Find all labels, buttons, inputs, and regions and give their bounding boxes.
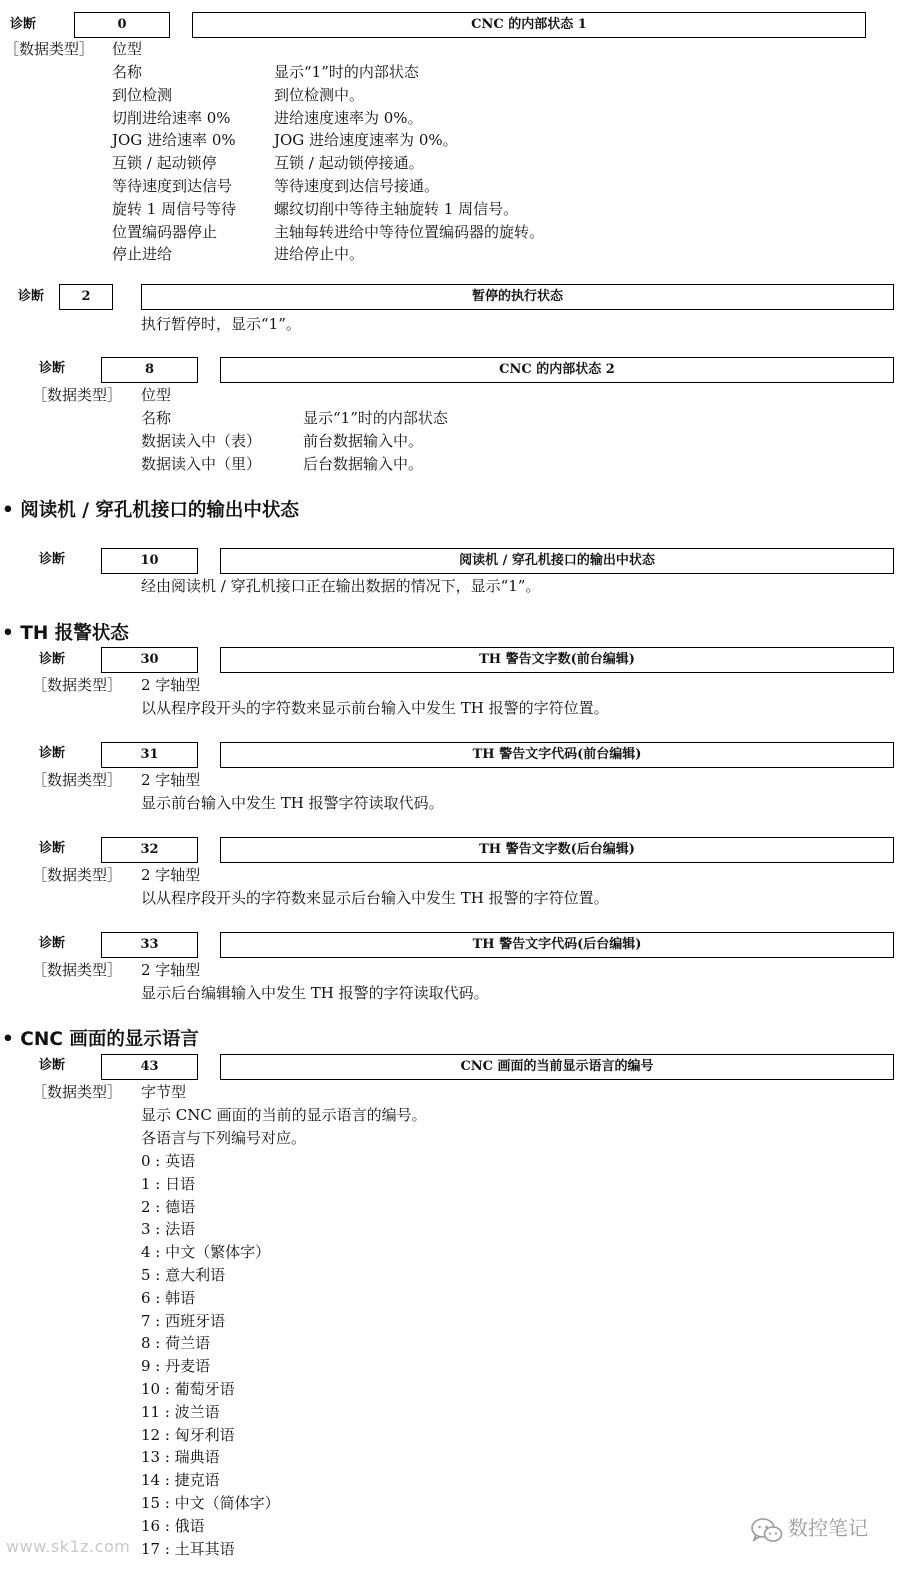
- section-heading-th-alarm: • TH 报警状态: [2, 623, 129, 644]
- diag-43-desc-2: 各语言与下列编号对应。: [141, 1129, 307, 1147]
- diag-33-title: TH 警告文字代码(后台编辑): [220, 932, 894, 958]
- bit-desc: 等待速度到达信号接通。: [274, 176, 440, 195]
- bit-name: 数据读入中（里）: [141, 454, 262, 473]
- language-item: 4 : 中文（繁体字）: [141, 1243, 271, 1262]
- language-item: 6 : 韩语: [141, 1288, 196, 1307]
- bit-name: 名称: [141, 409, 172, 427]
- diag-30-desc: 以从程序段开头的字符数来显示前台输入中发生 TH 报警的字符位置。: [141, 699, 609, 717]
- diag-43-desc-1: 显示 CNC 画面的当前的显示语言的编号。: [141, 1106, 427, 1124]
- diag-33-label: 诊断: [39, 936, 66, 951]
- bit-name: 名称: [112, 63, 143, 81]
- bit-name: 停止进给: [112, 245, 173, 264]
- bit-name: 旋转 1 周信号等待: [112, 199, 237, 218]
- language-item: 7 : 西班牙语: [141, 1311, 226, 1330]
- language-item: 16 : 俄语: [141, 1516, 205, 1535]
- language-item: 11 : 波兰语: [141, 1402, 220, 1421]
- bit-row: [112, 61, 672, 84]
- bit-row: [141, 453, 701, 476]
- bit-row: [112, 107, 672, 130]
- diag-31-dtype: 2 字轴型: [141, 771, 201, 789]
- diag-31-desc: 显示前台输入中发生 TH 报警字符读取代码。: [141, 794, 444, 812]
- watermark-site: www.sk1z.com: [6, 1537, 131, 1556]
- diag-30-number: 30: [101, 647, 198, 673]
- bit-row: [112, 198, 672, 221]
- bit-row: [112, 221, 672, 244]
- bit-row: [112, 175, 672, 198]
- bit-desc: 进给速度速率为 0%。: [274, 108, 423, 127]
- diag-43-dtype: 字节型: [141, 1083, 187, 1101]
- diag-0-dtype: 位型: [112, 40, 143, 58]
- language-list: [141, 1150, 441, 1560]
- diag-8-title: CNC 的内部状态 2: [220, 357, 894, 383]
- bit-row: [112, 243, 672, 266]
- diag-8-dtype: 位型: [141, 386, 172, 404]
- diag-33-dtype-label: ［数据类型］: [32, 961, 123, 979]
- diag-2-title: 暂停的执行状态: [141, 284, 894, 310]
- language-item: 13 : 瑞典语: [141, 1448, 220, 1467]
- bit-name: JOG 进给速率 0%: [112, 131, 236, 150]
- diag-33-number: 33: [101, 932, 198, 958]
- language-item: 1 : 日语: [141, 1174, 196, 1193]
- bit-name: 互锁 / 起动锁停: [112, 154, 217, 173]
- bit-desc: 进给停止中。: [274, 245, 365, 264]
- diag-10-label: 诊断: [39, 552, 66, 567]
- diag-10-title: 阅读机 / 穿孔机接口的输出中状态: [220, 548, 894, 574]
- diag-32-label: 诊断: [39, 841, 66, 856]
- bit-row: [112, 129, 672, 152]
- diag-43-number: 43: [101, 1054, 198, 1080]
- bit-name: 数据读入中（表）: [141, 431, 262, 450]
- bit-desc: 前台数据输入中。: [303, 431, 424, 450]
- diag-33-desc: 显示后台编辑输入中发生 TH 报警的字符读取代码。: [141, 984, 489, 1002]
- bit-row: [112, 84, 672, 107]
- language-item: 0 : 英语: [141, 1152, 196, 1170]
- diag-30-dtype-label: ［数据类型］: [32, 676, 123, 694]
- language-item: 9 : 丹麦语: [141, 1357, 211, 1376]
- diag-32-desc: 以从程序段开头的字符数来显示后台输入中发生 TH 报警的字符位置。: [141, 889, 609, 907]
- language-item: 3 : 法语: [141, 1220, 196, 1239]
- bit-name: 位置编码器停止: [112, 222, 218, 241]
- diag-30-title: TH 警告文字数(前台编辑): [220, 647, 894, 673]
- diag-43-dtype-label: ［数据类型］: [32, 1083, 123, 1101]
- watermark-badge: [748, 1513, 898, 1547]
- wechat-icon: [750, 1516, 784, 1546]
- diag-31-label: 诊断: [39, 746, 66, 761]
- bit-name: 切削进给速率 0%: [112, 108, 231, 127]
- bit-desc: 显示“1”时的内部状态: [303, 409, 448, 427]
- watermark-brand: 数控笔记: [788, 1516, 868, 1540]
- diag-32-number: 32: [101, 837, 198, 863]
- bit-row: [112, 152, 672, 175]
- language-item: 14 : 捷克语: [141, 1471, 220, 1490]
- diag-8-bit-table: [141, 407, 701, 475]
- diag-8-number: 8: [101, 357, 198, 383]
- diag-32-dtype: 2 字轴型: [141, 866, 201, 884]
- diag-2-number: 2: [59, 284, 113, 310]
- language-item: 2 : 德语: [141, 1197, 196, 1216]
- bit-row: [141, 430, 701, 453]
- language-item: 8 : 荷兰语: [141, 1334, 211, 1353]
- section-heading-reader-punch: • 阅读机 / 穿孔机接口的输出中状态: [2, 500, 299, 521]
- bit-name: 到位检测: [112, 85, 173, 104]
- bit-desc: JOG 进给速度速率为 0%。: [274, 131, 458, 150]
- diag-30-label: 诊断: [39, 652, 66, 667]
- bit-desc: 螺纹切削中等待主轴旋转 1 周信号。: [274, 199, 519, 218]
- diag-8-label: 诊断: [39, 361, 66, 376]
- bit-desc: 主轴每转进给中等待位置编码器的旋转。: [274, 222, 545, 241]
- diag-31-number: 31: [101, 742, 198, 768]
- language-item: 17 : 土耳其语: [141, 1539, 235, 1558]
- language-item: 12 : 匈牙利语: [141, 1425, 235, 1444]
- diag-33-dtype: 2 字轴型: [141, 961, 201, 979]
- bit-desc: 互锁 / 起动锁停接通。: [274, 154, 424, 173]
- diag-31-title: TH 警告文字代码(前台编辑): [220, 742, 894, 768]
- diag-10-number: 10: [101, 548, 198, 574]
- diag-0-dtype-label: ［数据类型］: [4, 40, 95, 58]
- diag-32-title: TH 警告文字数(后台编辑): [220, 837, 894, 863]
- bit-row: [141, 407, 701, 430]
- diag-43-label: 诊断: [39, 1058, 66, 1073]
- diag-0-number: 0: [74, 12, 170, 38]
- diag-31-dtype-label: ［数据类型］: [32, 771, 123, 789]
- diag-0-title: CNC 的内部状态 1: [192, 12, 866, 38]
- diag-0-label: 诊断: [10, 17, 37, 32]
- bit-desc: 后台数据输入中。: [303, 454, 424, 473]
- diag-8-dtype-label: ［数据类型］: [32, 386, 123, 404]
- bit-desc: 显示“1”时的内部状态: [274, 63, 419, 81]
- language-item: 10 : 葡萄牙语: [141, 1379, 235, 1398]
- diag-0-bit-table: [112, 61, 672, 266]
- section-heading-cnc-language: • CNC 画面的显示语言: [2, 1029, 199, 1050]
- language-item: 15 : 中文（简体字）: [141, 1493, 280, 1512]
- diag-43-title: CNC 画面的当前显示语言的编号: [220, 1054, 894, 1080]
- diag-2-desc: 执行暂停时，显示“1”。: [141, 315, 301, 333]
- bit-desc: 到位检测中。: [274, 85, 365, 104]
- diag-2-label: 诊断: [18, 289, 45, 304]
- diag-32-dtype-label: ［数据类型］: [32, 866, 123, 884]
- diag-10-desc: 经由阅读机 / 穿孔机接口正在输出数据的情况下，显示“1”。: [141, 577, 541, 595]
- diag-30-dtype: 2 字轴型: [141, 676, 201, 694]
- bit-name: 等待速度到达信号: [112, 176, 233, 195]
- language-item: 5 : 意大利语: [141, 1265, 226, 1284]
